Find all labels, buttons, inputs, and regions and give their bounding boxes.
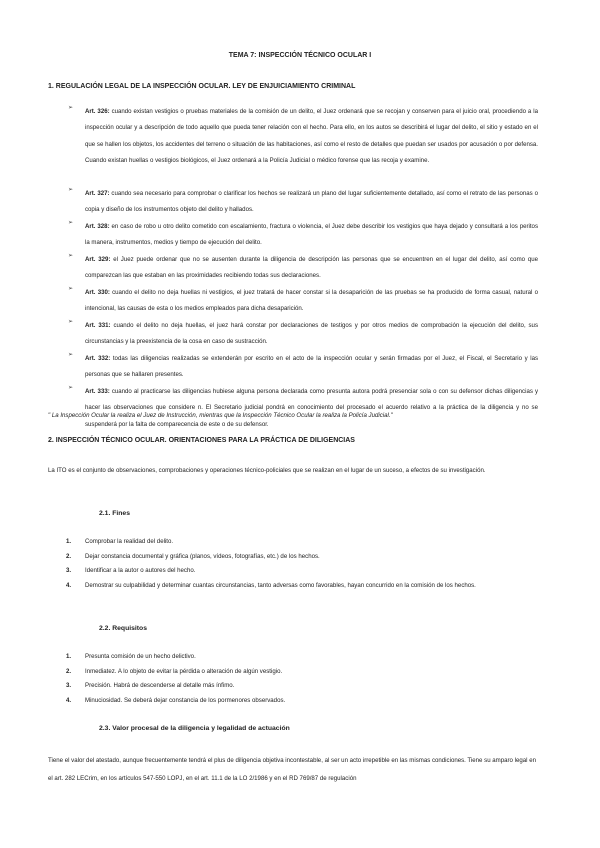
article-text: cuando sea necesario para comprobar o clarificar los hechos se realizará un plano del lugar suficientemente detallado, así como el retrato de las personas o copia y diseño de los instrumentos objeto del delito y hallados. xyxy=(85,190,538,214)
document-title: TEMA 7: INSPECCIÓN TÉCNICO OCULAR I xyxy=(228,52,372,59)
list-item xyxy=(66,679,536,694)
article-label: Art. 327: xyxy=(85,190,110,197)
item-text: Minuciosidad. Se deberá dejar constancia de los pormenores observados. xyxy=(85,696,286,704)
article-text: todas las diligencias realizadas se extenderán por escrito en el acto de la inspección ocular y serán firmadas por el Juez, el Fiscal, el Secretario y las personas que se hallaren presentes. xyxy=(85,355,538,379)
item-number: 3. xyxy=(66,567,72,574)
item-number: 1. xyxy=(66,653,72,660)
article-label: Art. 332: xyxy=(85,355,111,362)
article-327 xyxy=(68,186,538,219)
arrow-bullet-icon: ➢ xyxy=(68,385,74,391)
item-number: 3. xyxy=(66,682,72,689)
valor-paragraph: Tiene el valor del atestado, aunque frecuentemente tendrá el plus de diligencia objetiva incontestable, al ser un acto irrepetible en las mismas condiciones. Tiene su amparo legal en el art. 282 LECrim, en los artículos 547-550 LOPJ, en el art. 11.1 de la LO 2/1986 y en el RD 769/87 de regulación xyxy=(48,757,536,782)
item-text: Inmediatez. A lo objeto de evitar la pérdida o alteración de algún vestigio. xyxy=(85,667,283,675)
article-331 xyxy=(68,318,538,351)
arrow-bullet-icon: ➢ xyxy=(68,253,74,259)
list-item xyxy=(66,564,536,579)
arrow-bullet-icon: ➢ xyxy=(68,105,74,111)
arrow-bullet-icon: ➢ xyxy=(68,319,74,325)
article-label: Art. 328: xyxy=(85,223,110,230)
arrow-bullet-icon: ➢ xyxy=(68,286,74,292)
article-label: Art. 329: xyxy=(85,256,111,263)
article-330 xyxy=(68,285,538,318)
article-329 xyxy=(68,252,538,285)
article-label: Art. 330: xyxy=(85,289,110,296)
article-label: Art. 333: xyxy=(85,388,110,395)
item-text: Dejar constancia documental y gráfica (planos, vídeos, fotografías, etc.) de los hechos. xyxy=(85,552,320,560)
ito-definition: La ITO es el conjunto de observaciones, comprobaciones y operaciones técnico-policiales que se realizan en el lugar de un suceso, a efectos de su investigación. xyxy=(48,467,486,474)
article-333 xyxy=(68,384,538,433)
requisitos-heading: 2.2. Requisitos xyxy=(99,625,147,632)
article-326 xyxy=(68,104,538,170)
requisitos-list xyxy=(66,650,536,708)
article-332 xyxy=(68,351,538,384)
list-item xyxy=(66,665,536,680)
item-text: Identificar a la autor o autores del hecho. xyxy=(85,567,196,574)
article-text: cuando el delito no deja huellas, el juez hará constar por declaraciones de testigos y por otros medios de comprobación la ejecución del delito, sus circunstancias y la preexistencia de la cosa en caso de sustracción. xyxy=(85,322,538,346)
item-number: 4. xyxy=(66,696,72,704)
section-2-heading: 2. INSPECCIÓN TÉCNICO OCULAR. ORIENTACIONES PARA LA PRÁCTICA DE DILIGENCIAS xyxy=(48,437,355,444)
list-item xyxy=(66,535,536,550)
item-text: Presunta comisión de un hecho delictivo. xyxy=(85,653,196,660)
article-text: en caso de robo u otro delito cometido con escalamiento, fractura o violencia, el Juez debe describir los vestigios que haya dejado y consultará a los peritos la manera, instrumentos, medios y tiempo de ejecución del delito. xyxy=(85,223,538,247)
list-item xyxy=(66,650,536,665)
fines-heading: 2.1. Fines xyxy=(99,510,130,517)
note-quote: " La Inspección Ocular la realiza el Juez de Instrucción, mientras que la Inspección Técnico Ocular la realiza la Policía Judicial." xyxy=(48,412,393,419)
article-328 xyxy=(68,219,538,252)
article-text: el Juez puede ordenar que no se ausenten durante la diligencia de descripción las personas que se encuentren en el lugar del delito, así como que comparezcan las que estaban en las proximidades recibiendo todas sus declaraciones. xyxy=(85,256,538,280)
item-number: 2. xyxy=(66,667,72,675)
item-text: Precisión. Habrá de descenderse al detalle más ínfimo. xyxy=(85,682,235,689)
article-text: cuando el delito no deja huellas ni vestigios, el juez tratará de hacer constar si la desaparición de las pruebas se ha producido de forma casual, natural o intencional, las causas de esta o los medios empleados para dicha desaparición. xyxy=(85,289,538,313)
article-text: cuando al practicarse las diligencias hubiese alguna persona declarada como presunta autora podrá presenciar sola o con su defensor dichas diligencias y hacer las observaciones que considere n. El Secretario judicial pondrá en conocimiento del procesado el acuerdo relativo a la práctica de la diligencia y no se suspenderá por la falta de comparecencia de este o de su defensor. xyxy=(85,388,538,428)
fines-list xyxy=(66,535,536,593)
article-text: cuando existan vestigios o pruebas materiales de la comisión de un delito, el Juez ordenará que se recojan y conserven para el juicio oral, procediendo a la inspección ocular y a descripción de todo aquello que pueda tener relación con el hecho. Para ello, en los autos se describirá el lugar del delito, el sitio y estado en el que se hallen los objetos, los accidentes del terreno o situación de las habitaciones, así como el resto de detalles que puedan ser usados por acusación o por defensa. Cuando existan huellas o vestigios biológicos, el Juez ordenará a la Policía Judicial o médico forense que las recoja y examine. xyxy=(85,108,538,165)
valor-heading: 2.3. Valor procesal de la diligencia y legalidad de actuación xyxy=(99,725,290,732)
article-label: Art. 326: xyxy=(85,108,110,115)
arrow-bullet-icon: ➢ xyxy=(68,220,74,226)
list-item xyxy=(66,579,536,594)
arrow-bullet-icon: ➢ xyxy=(68,187,74,193)
article-label: Art. 331: xyxy=(85,322,111,329)
section-1-heading: 1. REGULACIÓN LEGAL DE LA INSPECCIÓN OCULAR. LEY DE ENJUICIAMIENTO CRIMINAL xyxy=(48,83,356,90)
item-text: Demostrar su culpabilidad y determinar cuantas circunstancias, tanto adversas como favorables, hayan concurrido en la comisión de los hechos. xyxy=(85,581,476,589)
arrow-bullet-icon: ➢ xyxy=(68,352,74,358)
item-text: Comprobar la realidad del delito. xyxy=(85,538,174,545)
item-number: 2. xyxy=(66,552,72,560)
item-number: 1. xyxy=(66,538,72,545)
item-number: 4. xyxy=(66,581,72,589)
list-item xyxy=(66,550,536,565)
list-item xyxy=(66,694,536,709)
